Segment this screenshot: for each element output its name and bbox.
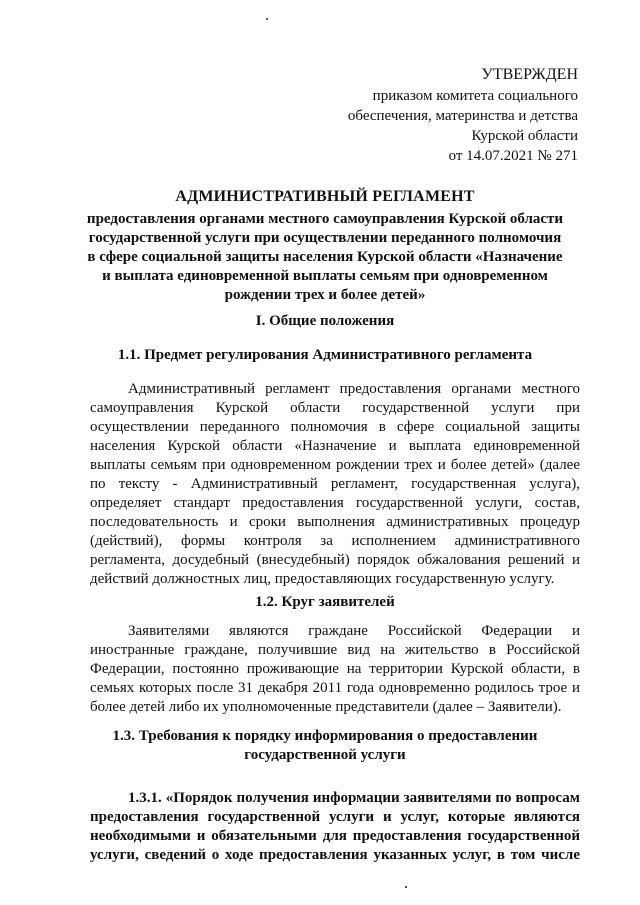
- paragraph-line: семьях которых после 31 декабря 2011 года одновременно родилось трое и: [90, 680, 580, 696]
- paragraph-line: услуги, сведений о ходе предоставления указанных услуг, в том числе: [90, 847, 580, 863]
- subsection-heading-1-3: [80, 727, 570, 765]
- heading-line: государственной услуги: [244, 747, 406, 763]
- paragraph-1-2: [90, 622, 580, 717]
- approval-heading: УТВЕРЖДЕН: [481, 66, 578, 83]
- paragraph-line: выплаты семьям при одновременном рождении трех и более детей» (далее: [90, 457, 580, 473]
- approval-date: от 14.07.2021 № 271: [448, 148, 578, 164]
- paragraph-line: иностранные граждане, получившие вид на жительство в Российской: [90, 642, 580, 658]
- scan-speck: [266, 18, 268, 20]
- paragraph-line: последовательность и сроки выполнения административных процедур: [90, 514, 580, 530]
- paragraph-line: осуществлении переданного полномочия в сфере социальной защиты: [90, 419, 580, 435]
- approval-line: приказом комитета социального: [372, 88, 578, 104]
- paragraph-line: самоуправления Курской области государственной услуги при: [90, 400, 580, 416]
- title-line: рождении трех и более детей»: [224, 287, 426, 303]
- subsection-heading-1-2: 1.2. Круг заявителей: [255, 594, 395, 610]
- approval-line: Курской области: [471, 128, 578, 144]
- approval-line: обеспечения, материнства и детства: [347, 108, 578, 124]
- paragraph-line: действий должностных лиц, предоставляющих государственную услугу.: [90, 571, 555, 587]
- paragraph-1-1: [90, 380, 580, 589]
- title-line: государственной услуги при осуществлении переданного полномочия: [88, 230, 562, 246]
- paragraph-line: предоставления государственной услуги и услуг, которые являются: [90, 809, 580, 825]
- paragraph-line: (действий), формы контроля за исполнением административного: [90, 533, 580, 549]
- paragraph-line: необходимыми и обязательными для предоставления государственной: [90, 828, 580, 844]
- paragraph-line: Административный регламент предоставления органами местного: [128, 381, 580, 397]
- approval-block: [348, 64, 578, 166]
- paragraph-line: регламента, досудебный (внесудебный) порядок обжалования решений и: [90, 552, 580, 568]
- paragraph-line: 1.3.1. «Порядок получения информации заявителями по вопросам: [128, 790, 580, 806]
- scan-speck: [405, 886, 407, 888]
- title-line: в сфере социальной защиты населения Курской области «Назначение: [87, 249, 563, 265]
- paragraph-line: по тексту - Административный регламент, государственная услуга),: [90, 476, 580, 492]
- subsection-heading-1-1: 1.1. Предмет регулирования Административного регламента: [117, 347, 533, 363]
- title-main: АДМИНИСТРАТИВНЫЙ РЕГЛАМЕНТ: [175, 188, 475, 205]
- paragraph-line: более детей либо их уполномоченные представители (далее – Заявители).: [90, 699, 562, 715]
- paragraph-line: Федерации, постоянно проживающие на территории Курской области, в: [90, 661, 580, 677]
- title-line: предоставления органами местного самоуправления Курской области: [86, 211, 564, 227]
- paragraph-line: определяет стандарт предоставления государственной услуги, состав,: [90, 495, 580, 511]
- paragraph-line: Заявителями являются граждане Российской Федерации и: [128, 623, 580, 639]
- paragraph-line: населения Курской области «Назначение и выплата единовременной: [90, 438, 580, 454]
- heading-line: 1.3. Требования к порядку информирования о предоставлении: [112, 728, 538, 744]
- section-heading-general: I. Общие положения: [255, 313, 395, 329]
- paragraph-1-3-1: [90, 789, 580, 865]
- document-title: [80, 186, 570, 305]
- title-line: и выплата единовременной выплаты семьям при одновременном: [102, 268, 548, 284]
